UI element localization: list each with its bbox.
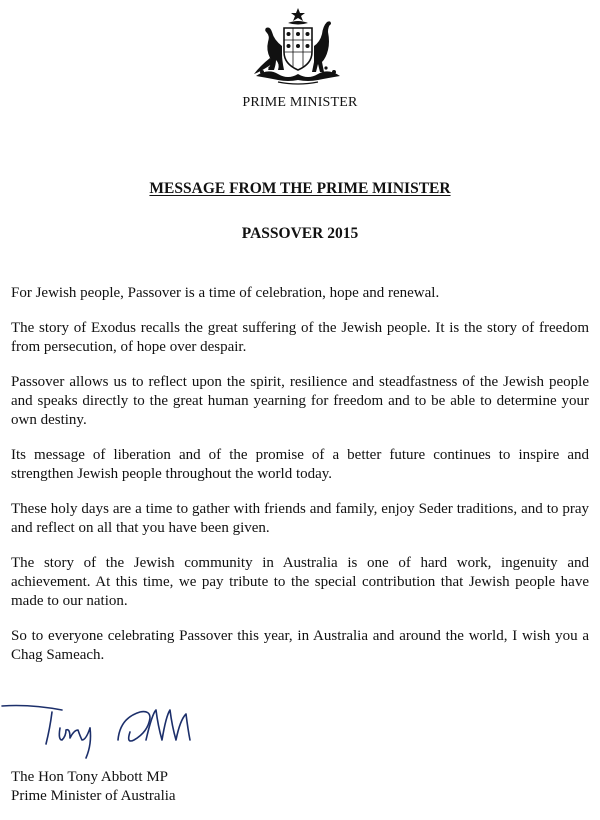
signatory-name: The Hon Tony Abbott MP (11, 769, 169, 785)
paragraph: These holy days are a time to gather with friends and family, enjoy Seder traditions, and to pray and reflect on all that you have been given. (11, 501, 589, 536)
paragraph: So to everyone celebrating Passover this year, in Australia and around the world, I wish you a Chag Sameach. (11, 628, 589, 663)
paragraph: Passover allows us to reflect upon the spirit, resilience and steadfastness of the Jewish people and speaks directly to the great human yearning for freedom and to be able to determine your own destiny. (11, 374, 589, 428)
signoff-block (11, 768, 176, 806)
message-body (11, 284, 589, 681)
coat-of-arms-icon (248, 6, 348, 86)
signatory-position: Prime Minister of Australia (11, 788, 176, 804)
message-title: MESSAGE FROM THE PRIME MINISTER (149, 180, 451, 197)
office-name: PRIME MINISTER (242, 95, 358, 110)
paragraph: The story of the Jewish community in Australia is one of hard work, ingenuity and achievement. At this time, we pay tribute to the special contribution that Jewish people have made to our nation. (11, 555, 589, 609)
signature-icon (0, 700, 200, 764)
message-subtitle: PASSOVER 2015 (241, 225, 359, 242)
paragraph: For Jewish people, Passover is a time of celebration, hope and renewal. (11, 285, 440, 301)
paragraph: Its message of liberation and of the promise of a better future continues to inspire and strengthen Jewish people throughout the world today. (11, 447, 589, 482)
paragraph: The story of Exodus recalls the great suffering of the Jewish people. It is the story of freedom from persecution, of hope over despair. (11, 320, 589, 355)
